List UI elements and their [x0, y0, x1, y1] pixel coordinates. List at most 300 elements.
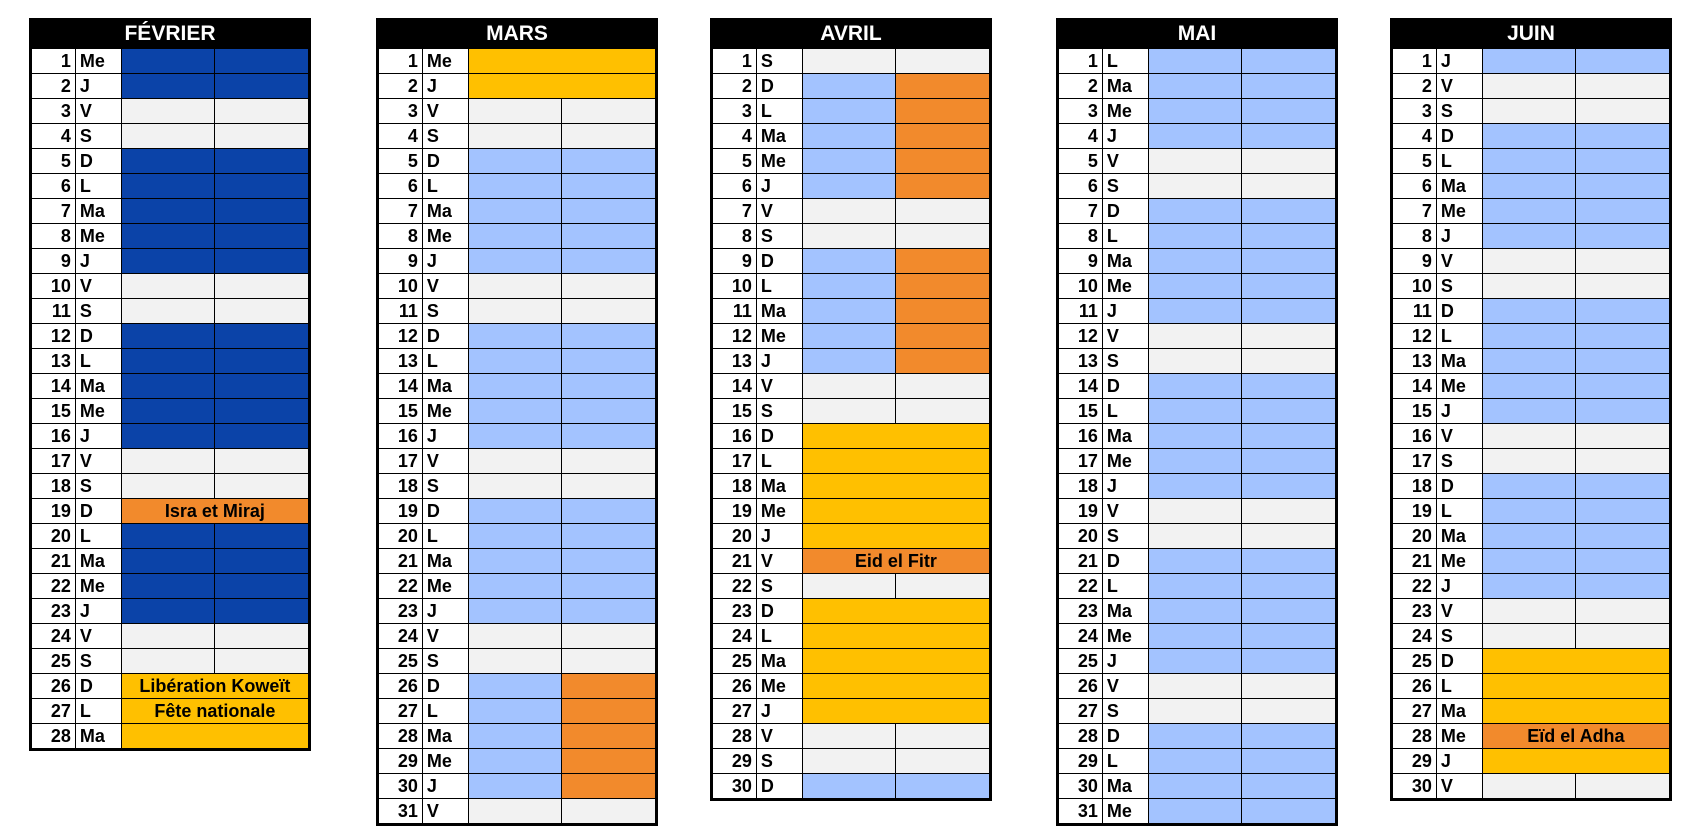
day-row: [713, 474, 990, 499]
status-cell: [802, 349, 896, 374]
day-row: [1393, 749, 1670, 774]
status-cell: [1148, 199, 1242, 224]
day-row: [379, 224, 656, 249]
status-cell: [1242, 749, 1336, 774]
status-cell: [1576, 624, 1670, 649]
day-number: 28: [1059, 724, 1103, 749]
day-number: 8: [713, 224, 757, 249]
status-cell: [802, 424, 989, 449]
day-number: 16: [1393, 424, 1437, 449]
day-row: [713, 149, 990, 174]
status-cell: [1576, 474, 1670, 499]
status-cell: [562, 349, 656, 374]
day-name: D: [75, 499, 121, 524]
status-cell: [562, 249, 656, 274]
day-number: 2: [713, 74, 757, 99]
day-name: L: [1436, 324, 1482, 349]
status-cell: [1148, 224, 1242, 249]
status-cell: [896, 724, 990, 749]
day-name: S: [422, 299, 468, 324]
day-name: S: [756, 49, 802, 74]
day-number: 25: [1059, 649, 1103, 674]
status-cell: [1148, 649, 1242, 674]
status-cell: [1482, 199, 1576, 224]
status-cell: [215, 299, 309, 324]
status-cell: [215, 474, 309, 499]
day-name: D: [1436, 299, 1482, 324]
day-row: [379, 124, 656, 149]
day-row: [1393, 149, 1670, 174]
status-cell: [1576, 224, 1670, 249]
month-block-fevrier: [29, 18, 311, 751]
day-row: [1393, 574, 1670, 599]
status-cell: [1242, 149, 1336, 174]
status-cell: [802, 649, 989, 674]
status-cell: [1242, 424, 1336, 449]
status-cell: [1148, 724, 1242, 749]
day-number: 10: [379, 274, 423, 299]
day-row: [1393, 174, 1670, 199]
day-number: 29: [1059, 749, 1103, 774]
day-number: 27: [1059, 699, 1103, 724]
status-cell: [1576, 199, 1670, 224]
day-row: [1059, 449, 1336, 474]
status-cell: [215, 99, 309, 124]
status-cell: [1148, 249, 1242, 274]
status-cell: [1148, 349, 1242, 374]
status-cell: [1242, 199, 1336, 224]
day-name: V: [1102, 499, 1148, 524]
status-cell: [896, 274, 990, 299]
day-row: [32, 724, 309, 749]
day-number: 23: [1059, 599, 1103, 624]
day-row: [1059, 74, 1336, 99]
day-number: 29: [713, 749, 757, 774]
day-number: 7: [713, 199, 757, 224]
status-cell: [896, 324, 990, 349]
status-cell: [562, 574, 656, 599]
day-number: 24: [379, 624, 423, 649]
status-cell: [1482, 399, 1576, 424]
day-name: L: [756, 99, 802, 124]
day-name: L: [422, 524, 468, 549]
day-name: V: [756, 724, 802, 749]
day-name: D: [1102, 724, 1148, 749]
day-row: [379, 749, 656, 774]
status-cell: [468, 499, 562, 524]
status-cell: [468, 249, 562, 274]
day-number: 31: [379, 799, 423, 824]
status-cell: [802, 249, 896, 274]
day-row: [1393, 399, 1670, 424]
day-row: [32, 324, 309, 349]
day-number: 18: [1393, 474, 1437, 499]
day-number: 5: [32, 149, 76, 174]
day-number: 17: [1059, 449, 1103, 474]
day-row: [1059, 324, 1336, 349]
status-cell: [121, 124, 215, 149]
day-name: J: [1436, 224, 1482, 249]
day-row: [713, 324, 990, 349]
status-cell: [215, 574, 309, 599]
status-cell: [121, 649, 215, 674]
day-name: Me: [756, 499, 802, 524]
day-name: V: [422, 449, 468, 474]
event-cell: Eïd el Adha: [1482, 724, 1669, 749]
day-name: D: [1102, 549, 1148, 574]
day-number: 14: [713, 374, 757, 399]
status-cell: [1482, 49, 1576, 74]
day-number: 27: [379, 699, 423, 724]
day-name: D: [422, 149, 468, 174]
status-cell: [1242, 724, 1336, 749]
status-cell: [468, 174, 562, 199]
day-number: 16: [1059, 424, 1103, 449]
day-number: 15: [379, 399, 423, 424]
day-number: 27: [1393, 699, 1437, 724]
day-name: Ma: [1102, 599, 1148, 624]
day-row: [1393, 449, 1670, 474]
status-cell: [802, 224, 896, 249]
day-row: [379, 299, 656, 324]
status-cell: [1482, 224, 1576, 249]
status-cell: [1242, 299, 1336, 324]
day-number: 6: [1393, 174, 1437, 199]
day-number: 13: [32, 349, 76, 374]
status-cell: [1576, 424, 1670, 449]
day-number: 9: [1059, 249, 1103, 274]
day-name: Me: [422, 574, 468, 599]
day-row: [379, 349, 656, 374]
day-name: D: [756, 774, 802, 799]
day-number: 18: [713, 474, 757, 499]
status-cell: [562, 474, 656, 499]
day-name: V: [1436, 599, 1482, 624]
status-cell: [215, 249, 309, 274]
month-block-mars: [376, 18, 658, 826]
day-row: [713, 499, 990, 524]
day-row: [32, 549, 309, 574]
status-cell: [896, 99, 990, 124]
day-name: L: [1436, 149, 1482, 174]
day-row: [379, 249, 656, 274]
day-name: S: [1102, 349, 1148, 374]
day-name: L: [75, 524, 121, 549]
status-cell: [562, 399, 656, 424]
status-cell: [562, 524, 656, 549]
status-cell: [1482, 474, 1576, 499]
day-number: 11: [713, 299, 757, 324]
day-row: [1393, 74, 1670, 99]
status-cell: [215, 224, 309, 249]
day-row: [379, 499, 656, 524]
status-cell: [802, 499, 989, 524]
day-row: [713, 599, 990, 624]
status-cell: [896, 124, 990, 149]
status-cell: [1148, 599, 1242, 624]
day-name: S: [75, 124, 121, 149]
status-cell: [121, 424, 215, 449]
day-name: S: [1102, 699, 1148, 724]
day-row: [1059, 499, 1336, 524]
day-row: [1393, 474, 1670, 499]
status-cell: [1148, 324, 1242, 349]
day-number: 1: [1059, 49, 1103, 74]
status-cell: [1576, 99, 1670, 124]
status-cell: [468, 449, 562, 474]
day-row: [1393, 49, 1670, 74]
day-number: 24: [713, 624, 757, 649]
day-name: Ma: [1102, 249, 1148, 274]
day-number: 25: [32, 649, 76, 674]
status-cell: [468, 349, 562, 374]
status-cell: [1576, 124, 1670, 149]
status-cell: [468, 424, 562, 449]
day-name: Me: [1102, 799, 1148, 824]
day-name: J: [756, 174, 802, 199]
status-cell: [802, 474, 989, 499]
day-number: 19: [1393, 499, 1437, 524]
event-cell: Eid el Fitr: [802, 549, 989, 574]
day-row: [713, 49, 990, 74]
day-number: 20: [713, 524, 757, 549]
day-name: L: [1102, 224, 1148, 249]
day-number: 23: [379, 599, 423, 624]
day-row: [379, 724, 656, 749]
status-cell: [121, 224, 215, 249]
day-number: 21: [1393, 549, 1437, 574]
day-name: Ma: [756, 124, 802, 149]
day-row: [713, 249, 990, 274]
day-row: [1059, 624, 1336, 649]
status-cell: [1242, 799, 1336, 824]
day-number: 28: [32, 724, 76, 749]
status-cell: [562, 324, 656, 349]
day-name: Ma: [756, 649, 802, 674]
day-name: S: [75, 299, 121, 324]
status-cell: [802, 774, 896, 799]
day-name: Me: [422, 749, 468, 774]
day-row: [379, 399, 656, 424]
day-name: S: [756, 574, 802, 599]
day-name: Ma: [756, 474, 802, 499]
day-row: [1059, 224, 1336, 249]
status-cell: [468, 599, 562, 624]
day-row: [713, 449, 990, 474]
day-name: L: [1102, 749, 1148, 774]
day-row: [1393, 624, 1670, 649]
status-cell: [1482, 299, 1576, 324]
day-name: Me: [422, 224, 468, 249]
status-cell: [1576, 49, 1670, 74]
status-cell: [1148, 274, 1242, 299]
day-number: 24: [32, 624, 76, 649]
status-cell: [121, 174, 215, 199]
day-number: 31: [1059, 799, 1103, 824]
status-cell: [215, 449, 309, 474]
day-name: V: [756, 549, 802, 574]
status-cell: [896, 199, 990, 224]
status-cell: [1242, 574, 1336, 599]
status-cell: [215, 649, 309, 674]
status-cell: [1242, 449, 1336, 474]
status-cell: [562, 149, 656, 174]
day-row: [713, 174, 990, 199]
day-row: [1393, 774, 1670, 799]
status-cell: [896, 299, 990, 324]
status-cell: [215, 524, 309, 549]
day-name: V: [422, 624, 468, 649]
status-cell: [468, 224, 562, 249]
day-name: Me: [422, 49, 468, 74]
status-cell: [1148, 749, 1242, 774]
day-name: Me: [1436, 374, 1482, 399]
status-cell: [896, 749, 990, 774]
status-cell: [121, 324, 215, 349]
day-name: J: [1102, 649, 1148, 674]
day-number: 22: [713, 574, 757, 599]
status-cell: [562, 749, 656, 774]
status-cell: [562, 424, 656, 449]
day-number: 4: [32, 124, 76, 149]
status-cell: [215, 624, 309, 649]
status-cell: [468, 649, 562, 674]
day-row: [713, 199, 990, 224]
day-name: Ma: [1436, 524, 1482, 549]
status-cell: [1148, 799, 1242, 824]
day-row: [32, 274, 309, 299]
day-row: [32, 499, 309, 524]
month-table: [378, 48, 656, 824]
day-row: [379, 324, 656, 349]
day-name: Me: [756, 324, 802, 349]
status-cell: [1148, 174, 1242, 199]
status-cell: [1148, 524, 1242, 549]
status-cell: [215, 149, 309, 174]
day-name: Me: [1436, 549, 1482, 574]
event-cell: Libération Koweït: [121, 674, 308, 699]
status-cell: [1148, 374, 1242, 399]
status-cell: [468, 474, 562, 499]
day-number: 18: [379, 474, 423, 499]
day-number: 12: [1059, 324, 1103, 349]
month-title: JUIN: [1392, 20, 1670, 48]
day-name: V: [756, 374, 802, 399]
day-name: S: [422, 124, 468, 149]
day-name: J: [756, 699, 802, 724]
status-cell: [1242, 349, 1336, 374]
day-number: 10: [32, 274, 76, 299]
status-cell: [1242, 674, 1336, 699]
day-name: Ma: [75, 199, 121, 224]
day-row: [713, 674, 990, 699]
event-cell: Isra et Miraj: [121, 499, 308, 524]
day-row: [713, 524, 990, 549]
day-name: L: [1436, 674, 1482, 699]
status-cell: [802, 299, 896, 324]
status-cell: [1576, 349, 1670, 374]
status-cell: [562, 174, 656, 199]
day-row: [32, 199, 309, 224]
status-cell: [121, 524, 215, 549]
day-row: [1059, 599, 1336, 624]
month-table: [1058, 48, 1336, 824]
day-number: 10: [713, 274, 757, 299]
day-number: 12: [1393, 324, 1437, 349]
day-name: J: [422, 774, 468, 799]
month-block-juin: [1390, 18, 1672, 801]
status-cell: [1482, 174, 1576, 199]
day-name: L: [75, 349, 121, 374]
day-name: D: [1102, 199, 1148, 224]
day-name: Me: [1436, 199, 1482, 224]
day-name: Ma: [75, 549, 121, 574]
day-number: 6: [713, 174, 757, 199]
day-number: 2: [379, 74, 423, 99]
status-cell: [802, 199, 896, 224]
day-row: [379, 524, 656, 549]
day-name: L: [75, 699, 121, 724]
status-cell: [1242, 224, 1336, 249]
day-number: 4: [379, 124, 423, 149]
day-row: [1393, 299, 1670, 324]
status-cell: [215, 174, 309, 199]
status-cell: [1482, 549, 1576, 574]
day-number: 19: [379, 499, 423, 524]
status-cell: [1482, 249, 1576, 274]
month-block-avril: [710, 18, 992, 801]
day-number: 29: [379, 749, 423, 774]
day-name: Ma: [422, 549, 468, 574]
day-row: [32, 574, 309, 599]
status-cell: [1576, 574, 1670, 599]
status-cell: [562, 99, 656, 124]
status-cell: [1242, 249, 1336, 274]
status-cell: [802, 99, 896, 124]
day-name: J: [75, 599, 121, 624]
day-row: [1059, 549, 1336, 574]
day-row: [379, 374, 656, 399]
day-number: 6: [379, 174, 423, 199]
day-number: 18: [32, 474, 76, 499]
day-number: 2: [1059, 74, 1103, 99]
day-name: L: [1102, 574, 1148, 599]
day-number: 8: [379, 224, 423, 249]
status-cell: [1242, 774, 1336, 799]
day-row: [713, 349, 990, 374]
day-number: 10: [1393, 274, 1437, 299]
status-cell: [896, 174, 990, 199]
day-row: [32, 474, 309, 499]
day-row: [1393, 674, 1670, 699]
day-row: [1393, 524, 1670, 549]
status-cell: [1482, 124, 1576, 149]
day-row: [1393, 324, 1670, 349]
day-number: 9: [379, 249, 423, 274]
day-number: 25: [1393, 649, 1437, 674]
day-row: [713, 399, 990, 424]
status-cell: [1482, 674, 1669, 699]
status-cell: [468, 774, 562, 799]
day-number: 25: [379, 649, 423, 674]
day-row: [1393, 249, 1670, 274]
status-cell: [1148, 499, 1242, 524]
day-row: [379, 599, 656, 624]
day-row: [379, 74, 656, 99]
day-number: 22: [379, 574, 423, 599]
status-cell: [1148, 474, 1242, 499]
day-number: 7: [1393, 199, 1437, 224]
